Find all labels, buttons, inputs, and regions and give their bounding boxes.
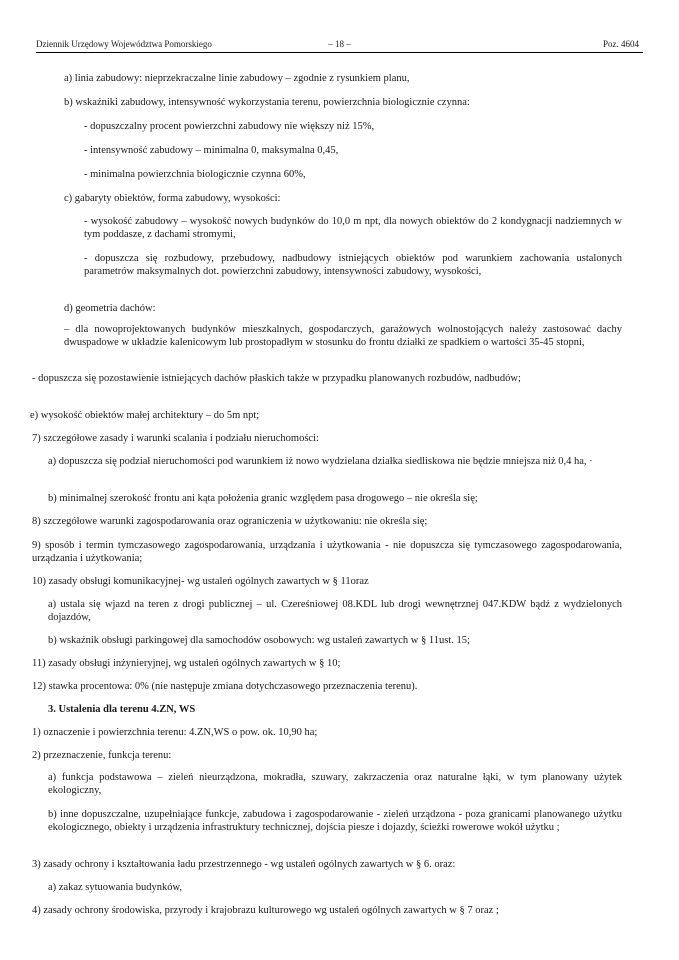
page-number: – 18 – — [328, 39, 351, 49]
text-line: e) wysokość obiektów małej architektury – do 5m npt; — [30, 410, 260, 421]
text-line: 4) zasady ochrony środowiska, przyrody i krajobrazu kulturowego wg ustaleń ogólnych zawartych w § 7 oraz ; — [32, 905, 499, 916]
text-line: d) geometria dachów: — [64, 303, 156, 314]
text-line: b) wskaźnik obsługi parkingowej dla samochodów osobowych: wg ustaleń zawartych w § 11ust. 15; — [48, 635, 470, 646]
text-line: b) minimalnej szerokość frontu ani kąta położenia granic względem pasa drogowego – nie określa się; — [48, 493, 478, 504]
text-line: - dopuszcza się pozostawienie istniejących dachów płaskich także w przypadku planowanych rozbudów, nadbudów; — [32, 373, 521, 384]
text-line: b) wskaźniki zabudowy, intensywność wykorzystania terenu, powierzchnia biologicznie czynna: — [64, 97, 470, 108]
text-line: b) inne dopuszczalne, uzupełniające funkcje, zabudowa i zagospodarowanie - zieleń urządzona - poza granicami planowanego użytku ekologicznego, obiekty i urządzenia infrastruktury technicznej, dojścia piesze i dojazdy, ścieżki rowerowe wokół użytku ; — [48, 809, 622, 834]
text-line: 7) szczegółowe zasady i warunki scalania i podziału nieruchomości: — [32, 433, 319, 444]
text-line: 11) zasady obsługi inżynieryjnej, wg ustaleń ogólnych zawartych w § 10; — [32, 658, 341, 669]
text-line: 2) przeznaczenie, funkcja terenu: — [32, 750, 172, 761]
text-line: c) gabaryty obiektów, forma zabudowy, wysokości: — [64, 193, 281, 204]
text-line: 12) stawka procentowa: 0% (nie następuje zmiana dotychczasowego przeznaczenia terenu). — [32, 681, 418, 692]
section-heading: 3. Ustalenia dla terenu 4.ZN, WS — [48, 704, 196, 715]
text-line: 10) zasady obsługi komunikacyjnej- wg ustaleń ogólnych zawartych w § 11oraz — [32, 576, 369, 587]
text-line: a) zakaz sytuowania budynków, — [48, 882, 183, 893]
text-line: - intensywność zabudowy – minimalna 0, maksymalna 0,45, — [84, 145, 339, 156]
text-line: 8) szczegółowe warunki zagospodarowania oraz ograniczenia w użytkowaniu: nie określa się; — [32, 516, 428, 527]
text-line: – dla nowoprojektowanych budynków mieszkalnych, gospodarczych, garażowych wolnostojących należy zastosować dachy dwuspadowe w układzie kalenicowym lub prostopadłym w stosunku do frontu działki ze spadkiem o wartości 35-45 stopni, — [64, 324, 622, 349]
position-number: Poz. 4604 — [603, 39, 639, 49]
text-line: - minimalna powierzchnia biologicznie czynna 60%, — [84, 169, 306, 180]
text-line: - dopuszczalny procent powierzchni zabudowy nie większy niż 15%, — [84, 121, 375, 132]
text-line: - wysokość zabudowy – wysokość nowych budynków do 10,0 m npt, dla nowych obiektów do 2 kondygnacji nadziemnych w tym poddasze, z dachami stromymi, — [84, 216, 622, 241]
text-line: a) linia zabudowy: nieprzekraczalne linie zabudowy – zgodnie z rysunkiem planu, — [64, 73, 410, 84]
text-line: a) dopuszcza się podział nieruchomości pod warunkiem iż nowo wydzielana działka siedliskowa nie będzie mniejsza niż 0,4 ha, · — [48, 456, 593, 467]
text-line: - dopuszcza się rozbudowy, przebudowy, nadbudowy istniejących obiektów pod warunkiem zachowania ustalonych parametrów maksymalnych dot. powierzchni zabudowy, intensywności zabudowy, wysokości, — [84, 253, 622, 278]
page-header — [36, 36, 643, 53]
journal-title: Dziennik Urzędowy Województwa Pomorskiego — [36, 39, 212, 49]
text-line: a) funkcja podstawowa – zieleń nieurządzona, mokradła, szuwary, zakrzaczenia oraz naturalne łąki, w tym planowany użytek ekologiczny, — [48, 772, 622, 797]
text-line: 1) oznaczenie i powierzchnia terenu: 4.ZN,WS o pow. ok. 10,90 ha; — [32, 727, 318, 738]
text-line: 3) zasady ochrony i kształtowania ładu przestrzennego - wg ustaleń ogólnych zawartych w § 6. oraz: — [32, 859, 456, 870]
text-line: 9) sposób i termin tymczasowego zagospodarowania, urządzania i użytkowania - nie dopuszcza się tymczasowego zagospodarowania, urządzania i użytkowania; — [32, 540, 622, 565]
text-line: a) ustala się wjazd na teren z drogi publicznej – ul. Czereśniowej 08.KDL lub drogi wewnętrznej 047.KDW bądź z wydzielonych dojazdów, — [48, 599, 622, 624]
